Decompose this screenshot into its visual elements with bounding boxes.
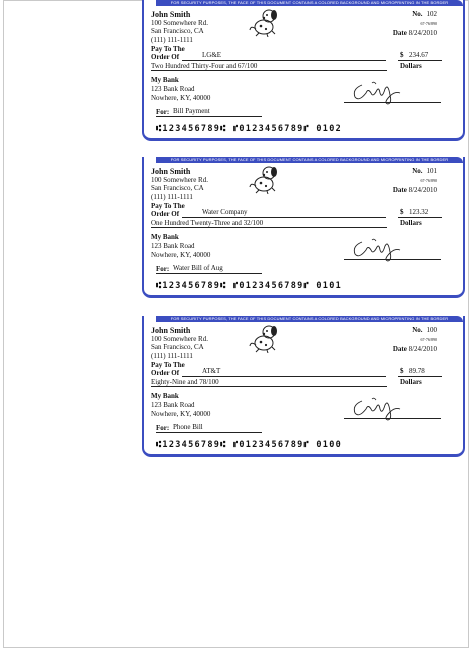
payee-name: Water Company (202, 208, 248, 216)
check-number: No. 101 (412, 167, 437, 175)
dog-logo-icon (247, 323, 281, 353)
bank-name: My Bank (151, 392, 179, 400)
security-banner: FOR SECURITY PURPOSES, THE FACE OF THIS DOCUMENT CONTAINS A COLORED BACKGROUND AND MICROPRINTING IN THE BORDER (156, 0, 463, 6)
holder-address-line2: San Francisco, CA (151, 343, 204, 351)
payee-name: AT&T (202, 367, 221, 375)
memo-label: For: (156, 108, 170, 116)
dollars-label: Dollars (400, 378, 422, 386)
payee-name: LG&E (202, 51, 222, 59)
holder-phone: (111) 111-1111 (151, 193, 193, 201)
check-number: No. 100 (412, 326, 437, 334)
micr-line: ⑆123456789⑆ ⑈0123456789⑈ 0100 (156, 440, 343, 450)
holder-address-line1: 100 Somewhere Rd. (151, 19, 208, 27)
memo-label: For: (156, 265, 170, 273)
check-date: Date 8/24/2010 (392, 186, 437, 194)
pay-to-label: Pay To The Order Of (151, 45, 185, 61)
amount-line (398, 376, 442, 377)
holder-address-line1: 100 Somewhere Rd. (151, 335, 208, 343)
dog-logo-icon (247, 164, 281, 194)
payee-line (182, 217, 386, 218)
bank-address-line2: Nowhere, KY, 40000 (151, 94, 211, 102)
account-holder-name: John Smith (151, 167, 191, 176)
amount-in-words: Eighty-Nine and 78/100 (151, 378, 219, 386)
holder-phone: (111) 111-1111 (151, 36, 193, 44)
memo-line (156, 116, 262, 117)
holder-address-line2: San Francisco, CA (151, 27, 204, 35)
words-line (151, 227, 387, 228)
holder-phone: (111) 111-1111 (151, 352, 193, 360)
signature-line (344, 259, 441, 260)
memo-line (156, 432, 262, 433)
memo-text: Bill Payment (173, 107, 210, 115)
payee-line (182, 60, 386, 61)
micr-line: ⑆123456789⑆ ⑈0123456789⑈ 0101 (156, 281, 343, 291)
check-date: Date 8/24/2010 (392, 29, 437, 37)
routing-fraction: 67-76/890 (420, 21, 437, 26)
words-line (151, 70, 387, 71)
amount-line (398, 217, 442, 218)
dog-logo-icon (247, 7, 281, 37)
dollars-label: Dollars (400, 62, 422, 70)
check-101 (142, 157, 465, 298)
signature-line (344, 102, 441, 103)
routing-fraction: 67-76/890 (420, 178, 437, 183)
amount-in-words: One Hundred Twenty-Three and 32/100 (151, 219, 264, 227)
signature-line (344, 418, 441, 419)
payee-line (182, 376, 386, 377)
dollar-sign: $ (400, 51, 404, 59)
micr-line: ⑆123456789⑆ ⑈0123456789⑈ 0102 (156, 124, 343, 134)
dollar-sign: $ (400, 367, 404, 375)
memo-line (156, 273, 262, 274)
words-line (151, 386, 387, 387)
bank-name: My Bank (151, 233, 179, 241)
dollars-label: Dollars (400, 219, 422, 227)
bank-address-line1: 123 Bank Road (151, 401, 195, 409)
check-102 (142, 0, 465, 141)
pay-to-label: Pay To The Order Of (151, 361, 185, 377)
account-holder-name: John Smith (151, 10, 191, 19)
pay-to-label: Pay To The Order Of (151, 202, 185, 218)
dollar-sign: $ (400, 208, 404, 216)
amount-value: 89.78 (409, 367, 425, 375)
bank-address-line1: 123 Bank Road (151, 85, 195, 93)
bank-address-line2: Nowhere, KY, 40000 (151, 251, 211, 259)
bank-address-line2: Nowhere, KY, 40000 (151, 410, 211, 418)
amount-line (398, 60, 442, 61)
holder-address-line2: San Francisco, CA (151, 184, 204, 192)
amount-in-words: Two Hundred Thirty-Four and 67/100 (151, 62, 258, 70)
bank-address-line1: 123 Bank Road (151, 242, 195, 250)
check-date: Date 8/24/2010 (392, 345, 437, 353)
holder-address-line1: 100 Somewhere Rd. (151, 176, 208, 184)
memo-text: Water Bill of Aug (173, 264, 223, 272)
security-banner: FOR SECURITY PURPOSES, THE FACE OF THIS DOCUMENT CONTAINS A COLORED BACKGROUND AND MICROPRINTING IN THE BORDER (156, 316, 463, 322)
memo-text: Phone Bill (173, 423, 203, 431)
memo-label: For: (156, 424, 170, 432)
check-number: No. 102 (412, 10, 437, 18)
account-holder-name: John Smith (151, 326, 191, 335)
security-banner: FOR SECURITY PURPOSES, THE FACE OF THIS DOCUMENT CONTAINS A COLORED BACKGROUND AND MICROPRINTING IN THE BORDER (156, 157, 463, 163)
amount-value: 234.67 (409, 51, 429, 59)
check-100 (142, 316, 465, 457)
amount-value: 123.32 (409, 208, 429, 216)
routing-fraction: 67-76/890 (420, 337, 437, 342)
bank-name: My Bank (151, 76, 179, 84)
